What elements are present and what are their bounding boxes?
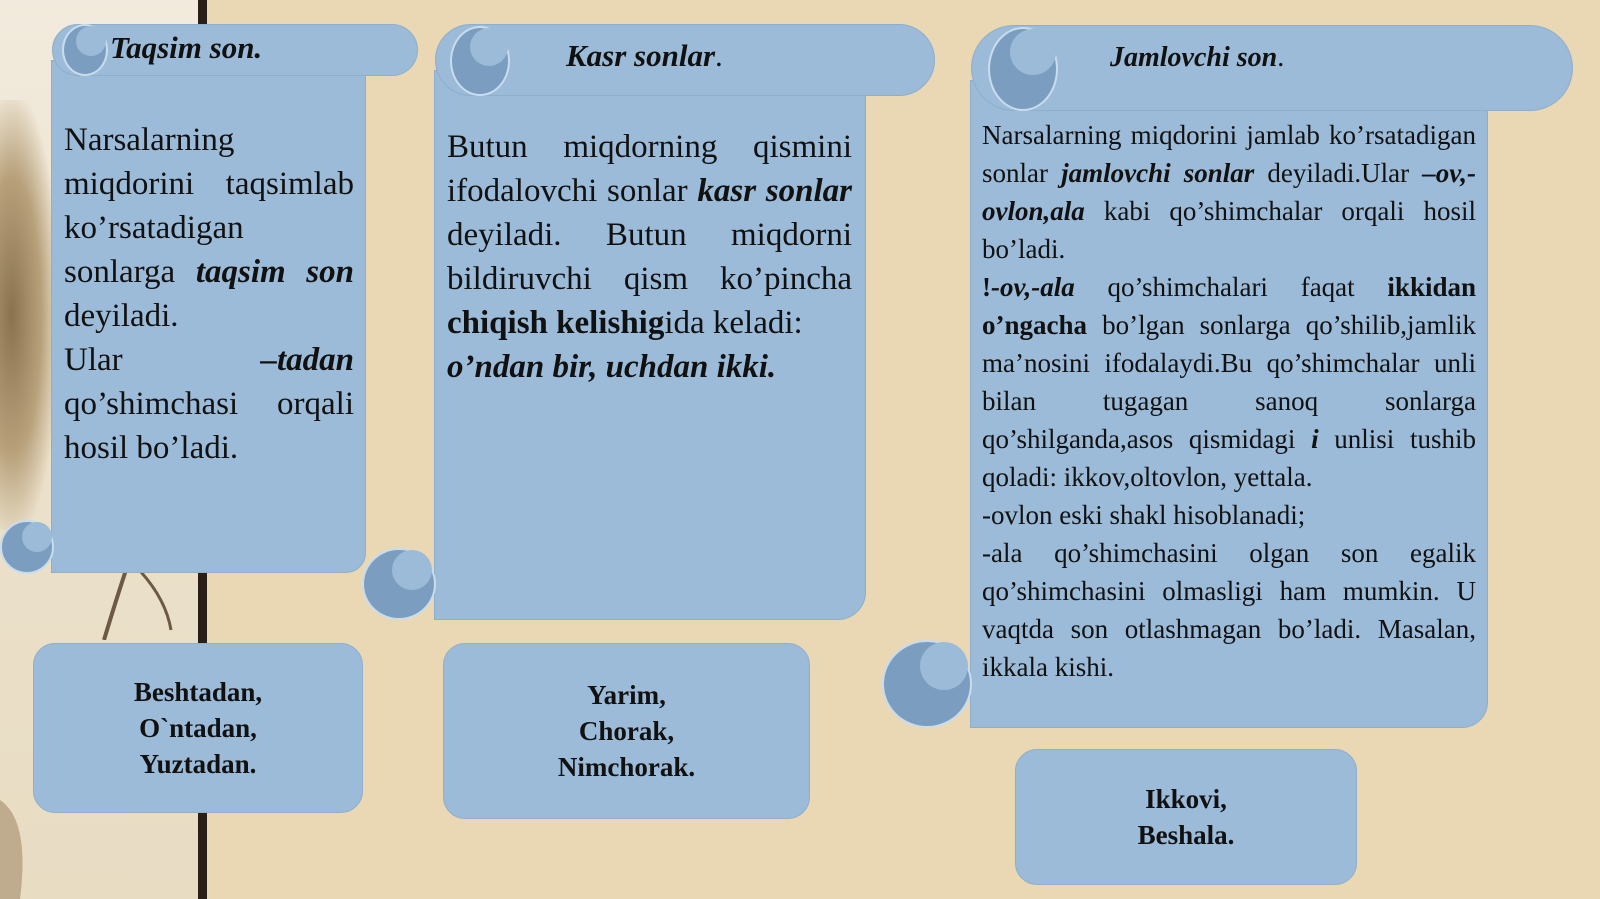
scroll-body-text	[447, 125, 852, 389]
paragraph-rule: !-ov,-ala qo’shimchalari faqat ikkidan o’ngacha bo’lgan sonlarga qo’shilib,jamlik ma’nosini ifodalaydi.Bu qo’shimchalar unli bilan tugagan sanoq sonlarga qo’shilganda,asos qismidagi i unlisi tushib qoladi: ikkov,oltovlon, yettala.	[982, 272, 1476, 492]
example-line: Yuztadan.	[139, 749, 257, 779]
paragraph-definition: Narsalarning miqdorini jamlab ko’rsatadigan sonlar jamlovchi sonlar deyiladi.Ular –ov,-ovlon,ala kabi qo’shimchalar orqali hosil bo’ladi.	[982, 120, 1477, 264]
paragraph-example: o’ndan bir, uchdan ikki.	[447, 349, 777, 385]
example-line: Beshtadan,	[133, 677, 263, 707]
example-box-taqsim	[33, 643, 363, 813]
example-line: Nimchorak.	[557, 752, 696, 782]
example-line: Ikkovi,	[1145, 784, 1227, 814]
example-line: Yarim,	[587, 680, 666, 710]
scroll-top-curl-inner	[470, 28, 508, 66]
example-line: Beshala.	[1137, 820, 1235, 850]
scroll-bottom-curl-inner	[22, 522, 52, 552]
example-box-jamlovchi	[1015, 749, 1357, 885]
example-line: Chorak,	[578, 716, 675, 746]
scroll-body-text	[64, 118, 354, 470]
scroll-title: Jamlovchi son.	[1110, 42, 1285, 73]
paragraph-definition: Butun miqdorning qismini ifodalovchi sonlar kasr sonlar deyiladi. Butun miqdorni bildiruvchi qism ko’pincha chiqish kelishigida keladi:	[447, 129, 853, 341]
paragraph-ala-note: -ala qo’shimchasini olgan son egalik qo’shimchasini olmasligi ham mumkin. U vaqtda son otlashmagan bo’ladi. Masalan, ikkala kishi.	[982, 538, 1476, 682]
leaf-decoration	[0, 100, 58, 530]
scroll-body-text	[982, 116, 1476, 686]
scroll-top-curl-inner	[76, 26, 106, 56]
paragraph-definition: Narsalarning miqdorini taqsimlab ko’rsatadigan sonlarga taqsim son deyiladi.	[64, 122, 354, 334]
scroll-bottom-curl-inner	[920, 642, 968, 690]
scroll-bottom-curl-inner	[392, 550, 432, 590]
scroll-title: Taqsim son.	[110, 30, 263, 65]
paragraph-suffix: Ular –tadan qo’shimchasi orqali hosil bo’ladi.	[64, 342, 354, 466]
example-box-kasr	[443, 643, 810, 819]
scroll-title: Kasr sonlar.	[566, 38, 723, 73]
scroll-top-curl-inner	[1010, 29, 1056, 75]
example-line: O`ntadan,	[139, 713, 257, 743]
paragraph-ovlon-note: -ovlon eski shakl hisoblanadi;	[982, 500, 1306, 530]
branch-decoration	[96, 570, 206, 640]
